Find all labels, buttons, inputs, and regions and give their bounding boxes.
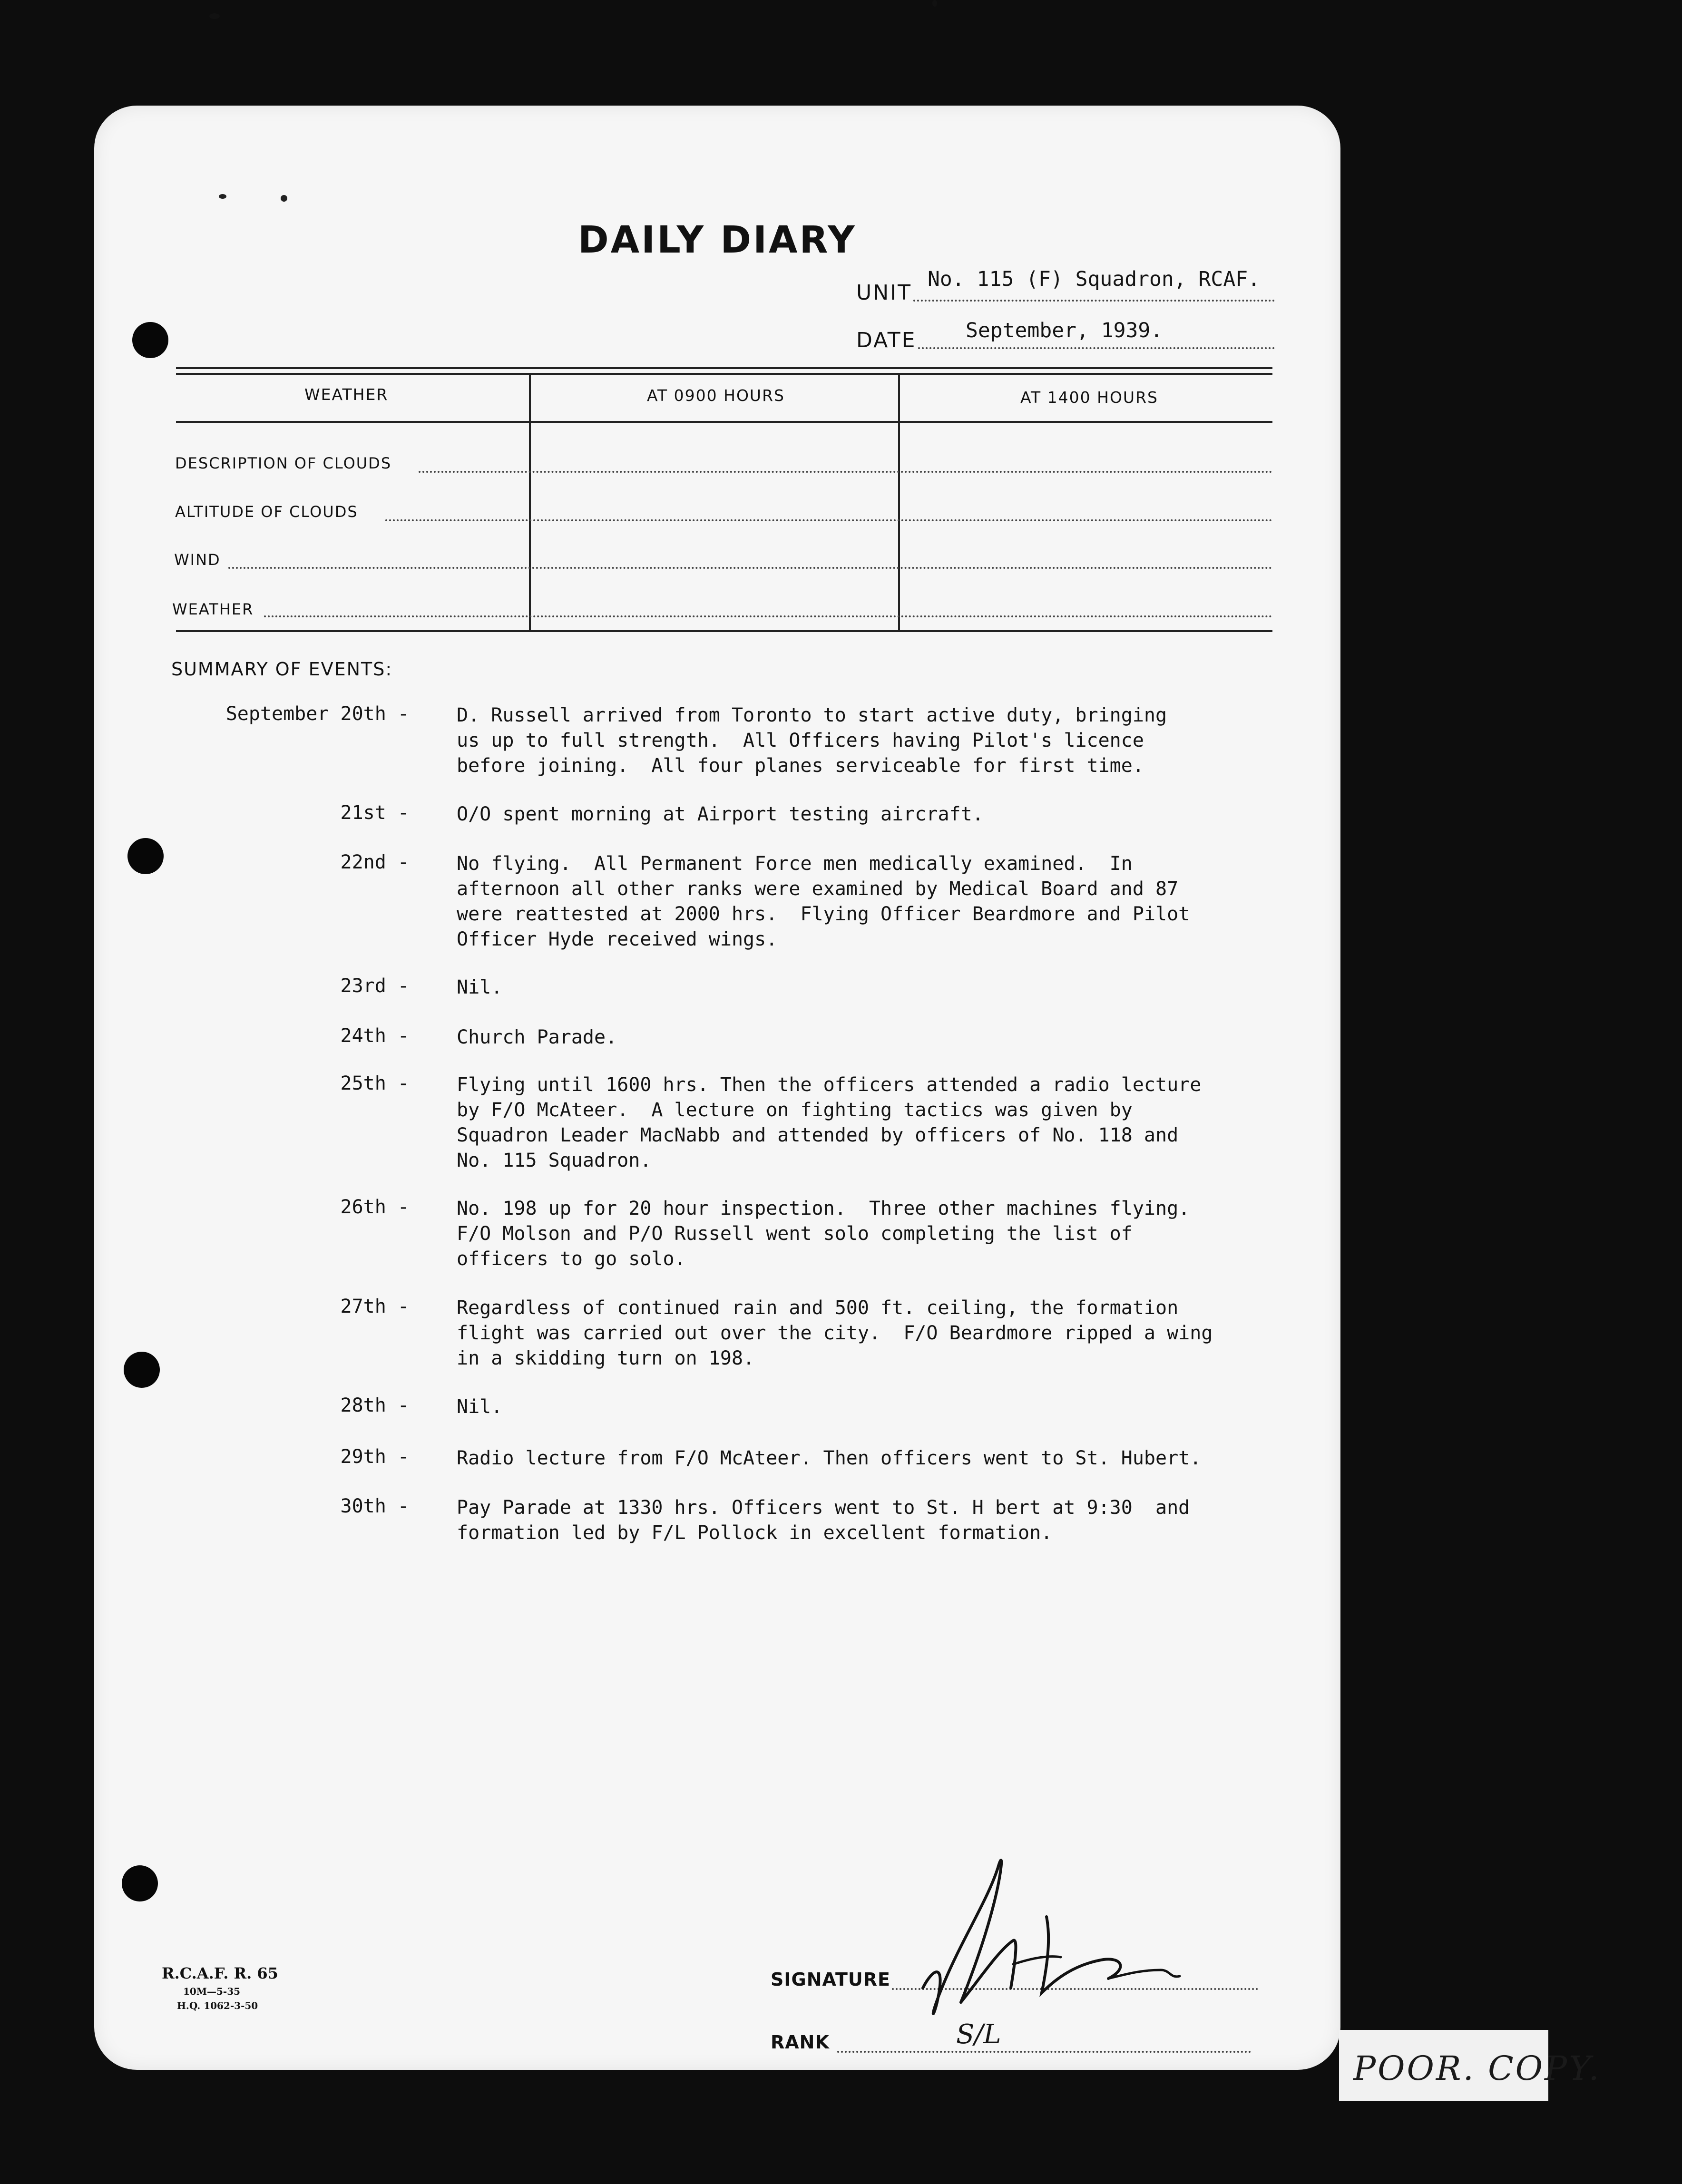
rank-label: RANK — [771, 2032, 830, 2053]
entry-date: September 20th - — [225, 703, 409, 725]
poor-copy-stamp — [1339, 2030, 1601, 2101]
form-title: DAILY DIARY — [578, 219, 857, 262]
entry-date: 25th - — [340, 1072, 409, 1094]
page-speck — [219, 194, 226, 199]
print-line: 10M—5-35 — [183, 1986, 241, 1997]
poor-copy-stamp-text: POOR. COPY. — [1353, 2049, 1601, 2088]
print-line: H.Q. 1062-3-50 — [177, 2000, 258, 2011]
row-dotted-line — [385, 519, 1272, 521]
table-top-rule — [176, 367, 1272, 369]
entry-text: Flying until 1600 hrs. Then the officers attended a radio lecture by F/O McAteer. A lecture on fighting tactics was given by Squadron Leader MacNabb and attended by officers of No. 118 and No. 115 Squadron. — [457, 1074, 1202, 1171]
entry-text: O/O spent morning at Airport testing aircraft. — [457, 803, 984, 825]
row-label-altitude-of-clouds: ALTITUDE OF CLOUDS — [175, 503, 358, 521]
entry-text: Nil. — [457, 976, 503, 998]
entry-text: D. Russell arrived from Toronto to start active duty, bringing us up to full strength. All Officers having Pilot's licence before joining. All four planes serviceable for first time. — [457, 704, 1167, 777]
table-bottom-rule — [176, 630, 1272, 632]
date-dotted-line — [918, 347, 1275, 349]
entry-date: 23rd - — [340, 975, 409, 997]
unit-value: No. 115 (F) Squadron, RCAF. — [928, 267, 1260, 291]
entry-date: 24th - — [340, 1025, 409, 1047]
summary-heading: SUMMARY OF EVENTS: — [171, 659, 393, 680]
entry-text: No flying. All Permanent Force men medically examined. In afternoon all other ranks were examined by Medical Board and 87 were reattested at 2000 hrs. Flying Officer Beardmore and Pilot Officer Hyde received wings. — [457, 853, 1190, 950]
column-header-0900: AT 0900 HOURS — [647, 386, 785, 405]
row-dotted-line — [419, 471, 1272, 473]
entry-date: 29th - — [340, 1446, 409, 1468]
signature-label: SIGNATURE — [771, 1969, 890, 1990]
unit-label: UNIT — [856, 281, 912, 305]
entry-date: 26th - — [340, 1196, 409, 1218]
punch-hole — [122, 1865, 158, 1901]
entry-date: 22nd - — [340, 851, 409, 873]
page-speck — [281, 195, 287, 202]
column-header-1400: AT 1400 HOURS — [1020, 388, 1158, 407]
row-label-wind: WIND — [174, 551, 221, 569]
entry-text: No. 198 up for 20 hour inspection. Three other machines flying. F/O Molson and P/O Russell went solo completing the list of officers to go solo. — [457, 1198, 1190, 1270]
column-header-weather: WEATHER — [304, 385, 389, 404]
entry-text: Church Parade. — [457, 1026, 617, 1048]
table-column-divider — [898, 373, 900, 630]
punch-hole — [124, 1352, 160, 1388]
table-header-rule — [176, 421, 1272, 423]
entry-text: Radio lecture from F/O McAteer. Then officers went to St. Hubert. — [457, 1447, 1202, 1469]
entry-date: 21st - — [340, 802, 409, 824]
entry-date: 28th - — [340, 1394, 409, 1416]
rank-value: S/L — [956, 2019, 1001, 2050]
handwritten-signature — [904, 1845, 1227, 2093]
form-code: R.C.A.F. R. 65 — [162, 1964, 278, 1982]
row-dotted-line — [264, 615, 1272, 617]
entry-date: 27th - — [340, 1296, 409, 1317]
entry-text: Pay Parade at 1330 hrs. Officers went to St. H bert at 9:30 and formation led by F/L Pollock in excellent formation. — [457, 1497, 1190, 1544]
entry-date: 30th - — [340, 1495, 409, 1517]
date-label: DATE — [856, 328, 917, 352]
table-column-divider — [529, 373, 531, 630]
row-label-description-of-clouds: DESCRIPTION OF CLOUDS — [175, 454, 392, 472]
table-top-rule-2 — [176, 373, 1272, 375]
date-value: September, 1939. — [966, 319, 1163, 342]
scan-speck — [209, 13, 220, 19]
scan-speck — [932, 0, 937, 7]
entry-text: Regardless of continued rain and 500 ft. ceiling, the formation flight was carried out over the city. F/O Beardmore ripped a wing in a skidding turn on 198. — [457, 1297, 1213, 1369]
punch-hole — [132, 322, 168, 358]
punch-hole — [127, 838, 164, 874]
entry-text: Nil. — [457, 1396, 503, 1418]
row-dotted-line — [228, 567, 1272, 569]
row-label-weather: WEATHER — [172, 600, 254, 618]
unit-dotted-line — [913, 300, 1275, 302]
